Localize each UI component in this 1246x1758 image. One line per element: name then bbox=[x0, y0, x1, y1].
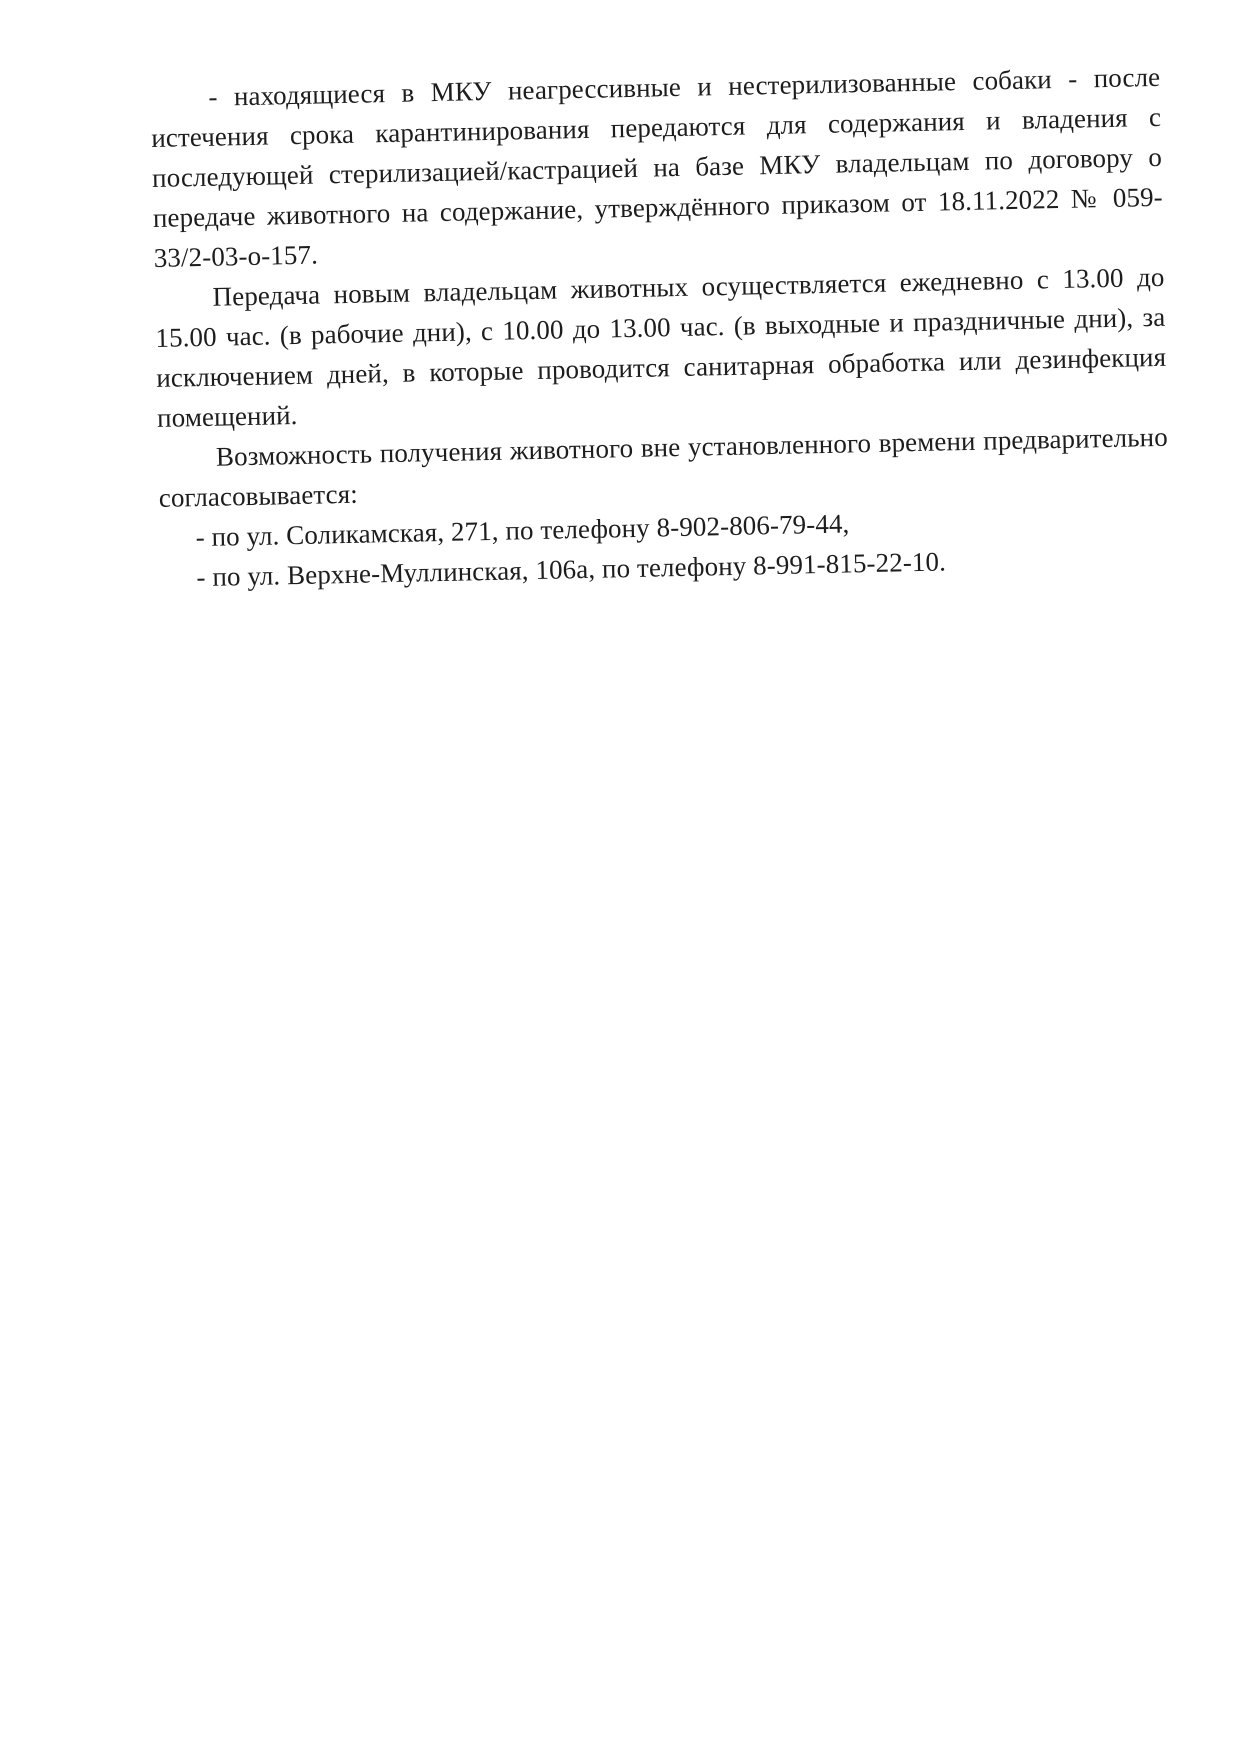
contact-verkhne-mullinskaya: - по ул. Верхне-Муллинская, 106а, по телефону 8-991-815-22-10. bbox=[196, 546, 947, 593]
document-body bbox=[150, 57, 1171, 598]
paragraph-dogs-transfer: - находящиеся в МКУ неагрессивные и нестерилизованные собаки - после истечения срока карантинирования передаются для содержания и владения с последующей стерилизацией/кастрацией на базе МКУ владельцам по договору о передаче животного на содержание, утверждённого приказом от 18.11.2022 № 059-33/2-03-о-157. bbox=[150, 61, 1164, 273]
paragraph-transfer-schedule: Передача новым владельцам животных осуществляется ежедневно с 13.00 до 15.00 час. (в рабочие дни), с 10.00 до 13.00 час. (в выходные и праздничные дни), за исключением дней, в которые проводится санитарная обработка или дезинфекция помещений. bbox=[155, 261, 1167, 433]
paragraph-other-time: Возможность получения животного вне установленного времени предварительно согласовывается: bbox=[158, 421, 1169, 513]
contact-solikamskaya: - по ул. Соликамская, 271, по телефону 8-902-806-79-44, bbox=[195, 508, 850, 553]
